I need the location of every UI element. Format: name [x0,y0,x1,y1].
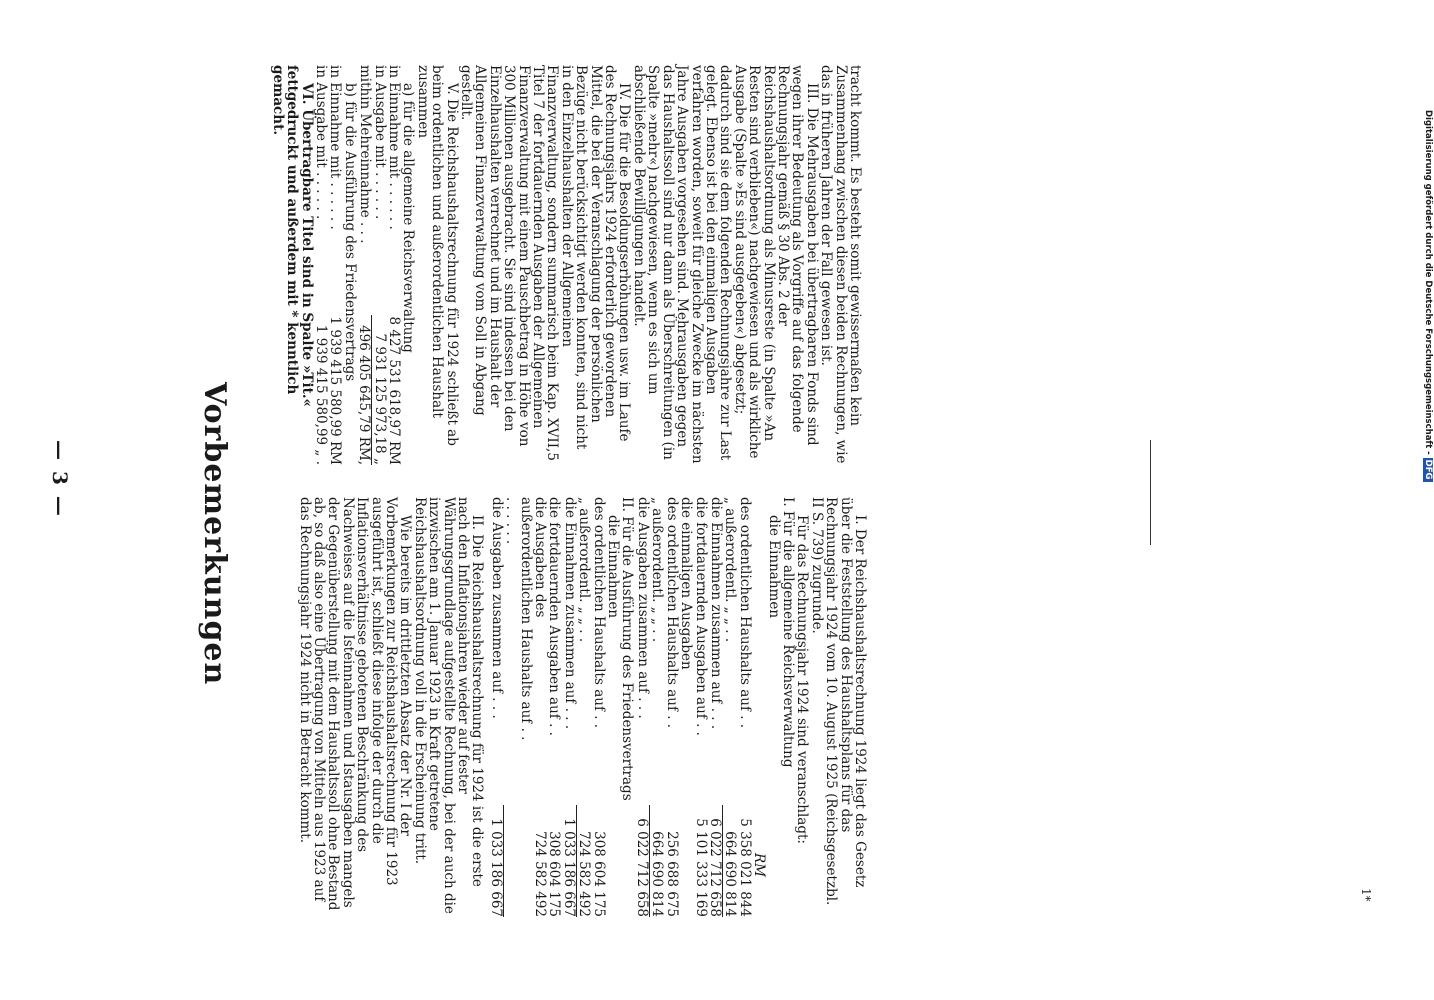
table-row: des ordentlichen Haushalts auf . . 308 604 175 [590,497,607,917]
paragraph-5: tracht kommt. Es besteht somit gewissermaßen kein Zusammenhang zwischen diesen beiden Rechnungen, wie das in früheren Jahren der Fall gewesen ist. [818,65,863,464]
unit-label: RM [751,853,768,877]
divider-line [1150,440,1151,545]
table-row: die Einnahmen zusammen auf . . . 1 033 186 667 [560,497,578,917]
text-column-left [297,497,867,917]
section-2-heading: II. Für die Ausführung des Friedensvertrags [619,497,636,801]
paragraph-8: V. Die Reichshaushaltsrechnung für 1924 schließt ab beim ordentlichen und außerordentlichen Haushalt zusammen [414,65,460,446]
table-row: in Ausgabe mit . . . . . . 7 931 125 973,18 „ [371,65,388,465]
signature-mark: 1* [1359,888,1373,902]
section-1-einmalig: die einmaligen Ausgaben [678,497,695,670]
table-row: „ außerordentl. „ „ . . 724 582 492 [576,497,593,917]
page-title: Vorbemerkungen [197,382,232,686]
section-1-heading: I. Für die allgemeine Reichsverwaltung [779,497,796,768]
table-row: „ außerordentl. „ „ . . 664 690 814 [649,497,666,917]
table-row: des ordentlichen Haushalts auf . . 5 358 021 844 [736,497,753,917]
table-row: mithin Mehreinnahme . . . 496 405 645,79 RM, [356,65,374,465]
paragraph-1: I. Der Reichshaushaltsrechnung 1924 liegt das Gesetz über die Feststellung des Haushaltsplans für das Rechnungsjahr 1924 vom 10. August 1925 (Reichsgesetzbl. II S. 739) zugrunde. [808,497,868,906]
paragraph-6: III. Die Mehrausgaben bei übertragbaren Fonds sind wegen ihrer Bedeutung als Vorgriffe auf das folgende Rechnungsjahr gemäß § 30 Abs. 2 der Reichshaushaltsordnung als Minusreste (in Spalte »An Resten sind verblieben«) nachgewiesen und als wirkliche Ausgabe (Spalte »Es sind ausgegeben«) abgesetzt; dadurch sind sie dem folgenden Rechnungsjahre zur Last gelegt. Ebenso ist bei den einmaligen Ausgaben verfahren worden, soweit für gleiche Zwecke im nächsten Jahre Ausgaben vorgesehen sind. Mehrausgaben gegen das Haushaltssoll sind nur dann als Überschreitungen (in Spalte »mehr«) nachgewiesen, wenn es sich um abschließende Bewilligungen handelt. [630,65,820,464]
table-row: in Einnahme mit . . . . . . 1 939 415 580,99 RM [327,65,344,465]
table-row: „ außerordentl. „ „ . . 664 690 814 [722,497,739,917]
table-row: die Ausgaben zusammen auf . . . 1 033 186 667 [487,497,505,917]
paragraph-9: VI. Übertragbare Titel sind in Spalte »Tit.« fettgedruckt und außerdem mit * kenntlich gemacht. [269,65,315,407]
section-b-heading: b) für die Ausführung des Friedensvertrags [341,83,358,382]
paragraph-3: II. Die Reichshaushaltsrechnung für 1924 ist die erste nach den Inflationsjahren wieder auf fester Währungsgrundlage aufgestellte Rechnung, bei der auch die inzwischen am 1. Januar 1923 in Kraft getretene Reichshaushaltsordnung voll in die Erscheinung tritt. [411,497,486,914]
paragraph-2: Für das Rechnungsjahr 1924 sind veranschlagt: [794,515,811,844]
table-row: des ordentlichen Haushalts auf . . 256 688 675 [663,497,680,917]
table-row: die Ausgaben zusammen auf . . . 6 022 712 658 [633,497,651,917]
table-row: die fortdauernden Ausgaben auf . . 5 101 333 169 [692,497,709,917]
section-a-heading: a) für die allgemeine Reichsverwaltung [400,83,417,353]
section-2-einnahmen: die Einnahmen [605,515,622,619]
table-row: in Ausgabe mit . . . . . . 1 939 415 580,99 „ . [312,65,329,465]
text-column-right [270,65,862,465]
table-row: in Einnahme mit . . . . . . 8 427 531 618,97 RM [386,65,402,465]
table-row: die Ausgaben des außerordentlichen Haushalts auf . . . . . . . . 724 582 492 [503,497,549,917]
section-1-einnahmen: die Einnahmen [765,515,782,619]
digitization-credit [1423,110,1433,482]
table-row: die fortdauernden Ausgaben auf . . 308 604 175 [546,497,563,917]
paragraph-7: IV. Die für die Besoldungserhöhungen usw. im Laufe des Rechnungsjahrs 1924 erforderlich gewordenen Mittel, die bei der Veranschlagung der persönlichen Bezüge nicht berücksichtigt werden konnten, sind nicht in den Einzelhaushalten der Allgemeinen Finanzverwaltung, sondern summarisch beim Kap. XVII,5 Titel 7 der fortdauernden Ausgaben der Allgemeinen Finanzverwaltung mit einem Pauschbetrag in Höhe von 300 Millionen ausgebracht. Sie sind indessen bei den Einzelhaushalten verrechnet und im Haushalt der Allgemeinen Finanzverwaltung vom Soll in Abgang gestellt. [458,65,633,461]
page-number: — 3 — [48,440,72,518]
table-row: die Einnahmen zusammen auf . . . 6 022 712 658 [706,497,724,917]
dfg-logo: DFG [1423,459,1433,480]
paragraph-4: Wie bereits im drittletzten Absatz der Nr. I der Vorbemerkungen zur Reichshaushaltsrechnung für 1923 ausgeführt ist, schließt diese infolge der durch die Inflationsverhältnisse gebotenen Beschränkung des Nachweises auf die Isteinnahmen und Istausgaben mangels der Gegenüberstellung mit dem Haushaltssoll ohne Bestand ab, so daß also eine Übertragung von Mitteln aus 1923 auf das Rechnungsjahr 1924 nicht in Betracht kommt. [296,497,414,911]
credit-text: Digitalisierung gefördert durch die Deutsche Forschungsgemeinschaft - [1423,110,1433,455]
